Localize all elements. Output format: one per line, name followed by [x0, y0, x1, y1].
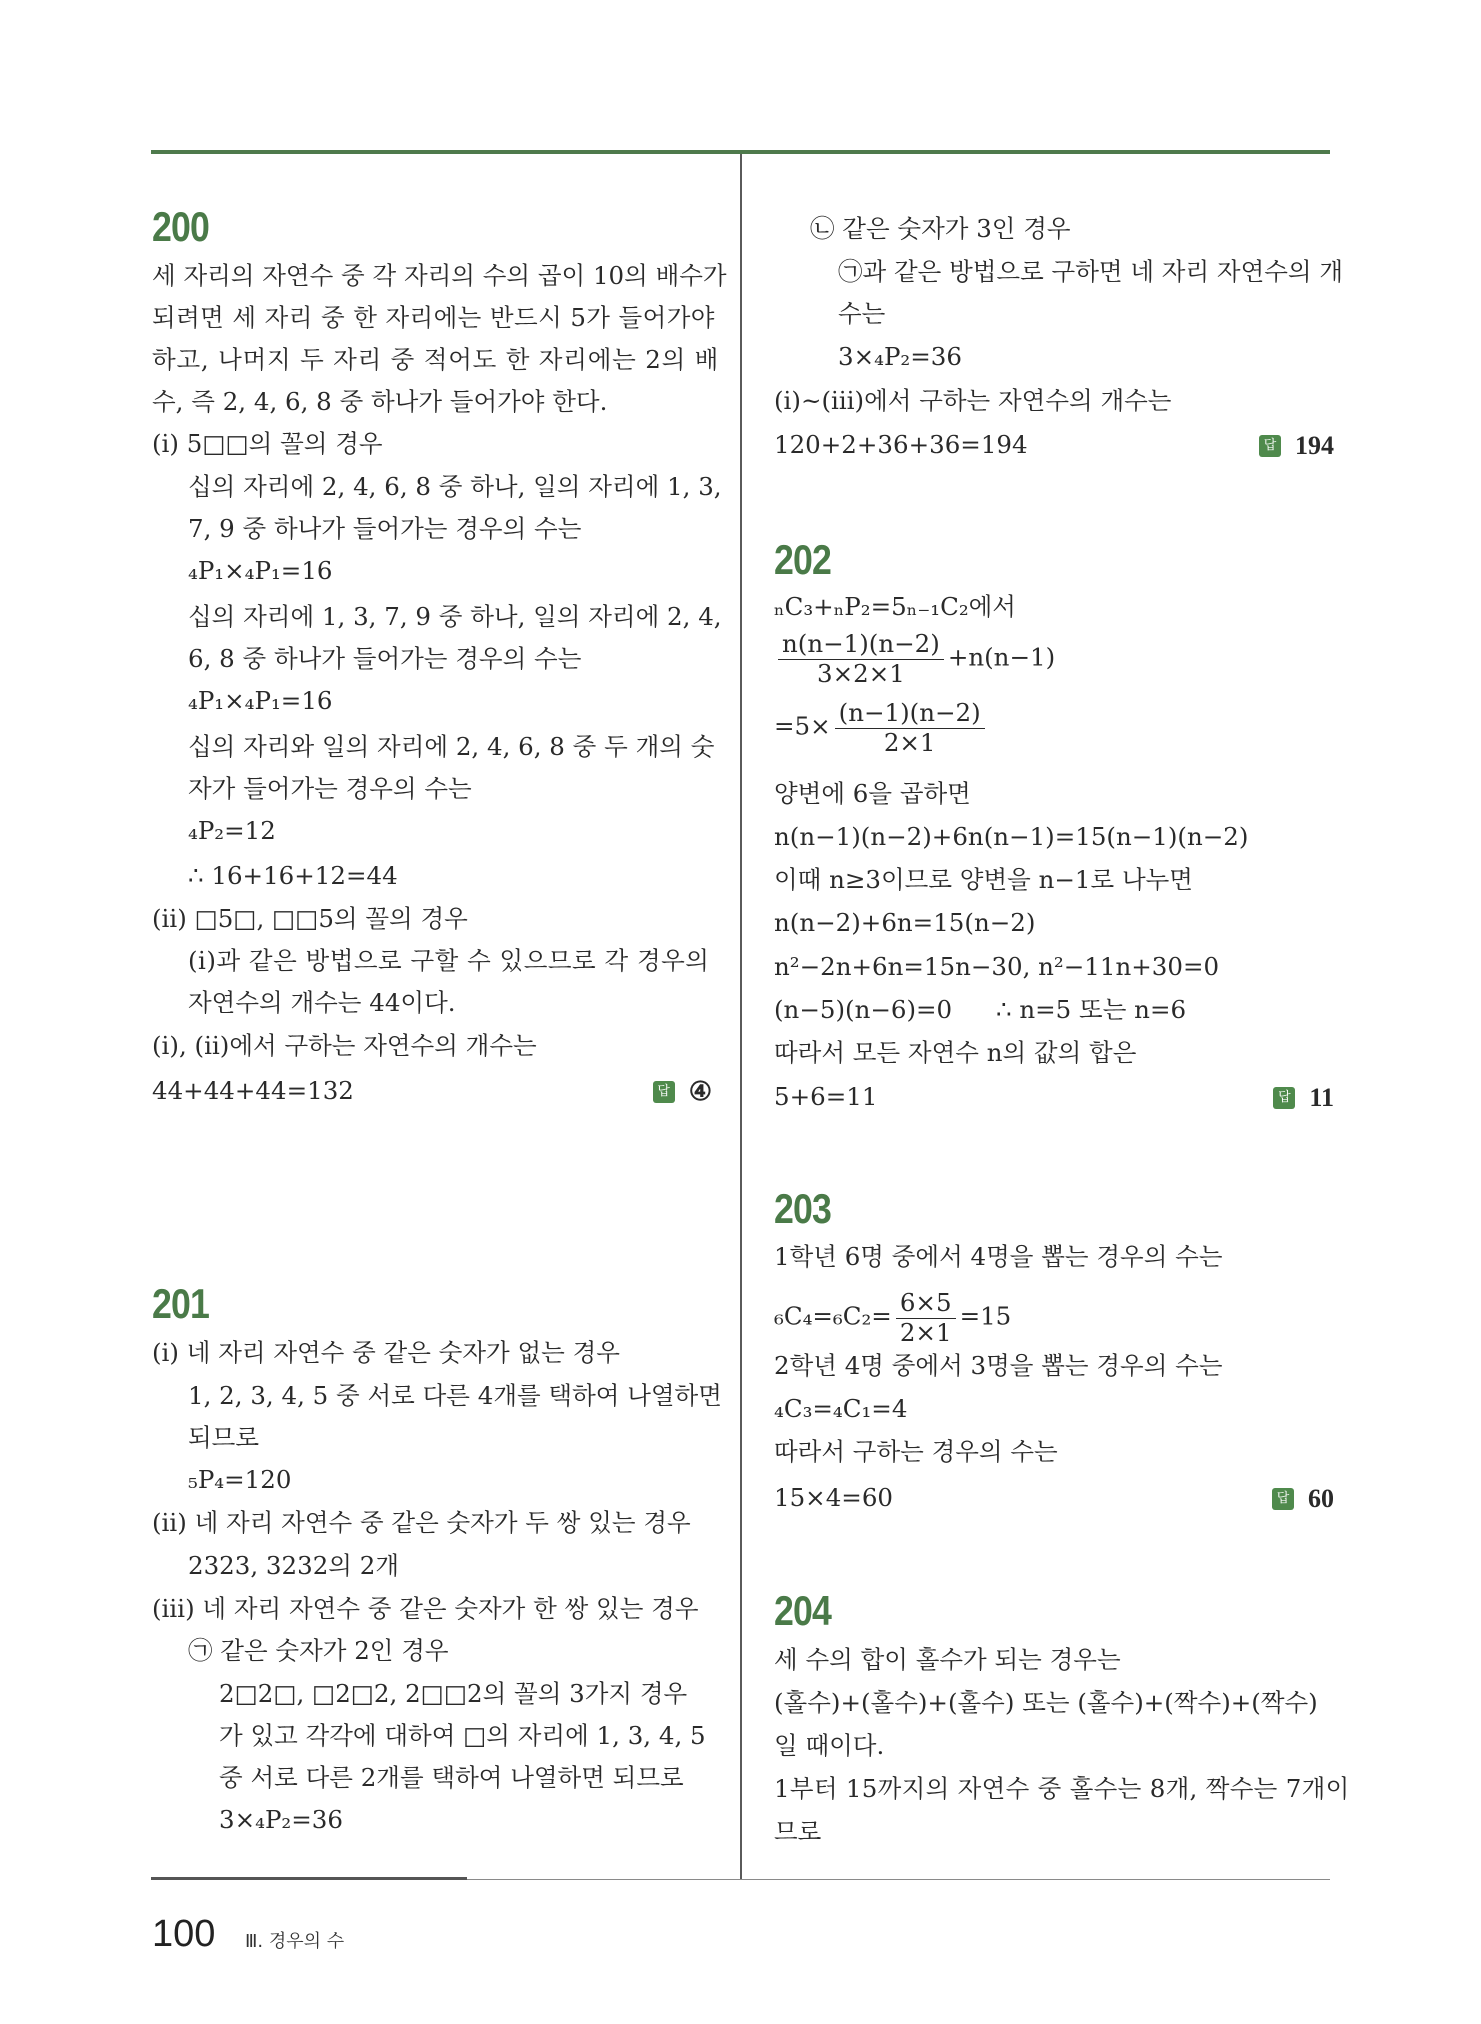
fraction-equation	[774, 1288, 1012, 1347]
equation: ₄P₁×₄P₁=16	[188, 556, 333, 585]
text-line: 양변에 6을 곱하면	[774, 779, 971, 808]
text-line: 수는	[838, 299, 886, 328]
equation: ∴ 16+16+12=44	[188, 861, 398, 890]
fraction	[778, 629, 944, 688]
equation: n²−2n+6n=15n−30, n²−11n+30=0	[774, 952, 1220, 981]
text-line: 1부터 15까지의 자연수 중 홀수는 8개, 짝수는 7개이	[774, 1774, 1350, 1803]
text-line: 므로	[774, 1817, 822, 1846]
fraction-equation	[774, 629, 1056, 688]
answer-badge: 답	[653, 1081, 675, 1103]
equation: ₅P₄=120	[188, 1465, 292, 1494]
equation: ₄C₃=₄C₁=4	[774, 1394, 908, 1423]
text-line: 십의 자리와 일의 자리에 2, 4, 6, 8 중 두 개의 숫	[188, 732, 715, 761]
text-line: 2학년 4명 중에서 3명을 뽑는 경우의 수는	[774, 1351, 1223, 1380]
denominator: 2×1	[883, 727, 936, 757]
numerator: 6×5	[896, 1291, 956, 1319]
answer-value: 60	[1308, 1484, 1334, 1513]
text-line: 일 때이다.	[774, 1731, 885, 1760]
text-line: ₙC₃+ₙP₂=5ₙ₋₁C₂에서	[774, 592, 1016, 621]
answer	[653, 1077, 712, 1107]
equation: (n−5)(n−6)=0	[774, 995, 953, 1024]
answer	[1273, 1083, 1334, 1113]
text-line: 되므로	[188, 1423, 260, 1452]
text-line: 수, 즉 2, 4, 6, 8 중 하나가 들어가야 한다.	[152, 387, 608, 416]
equation: 44+44+44=132	[152, 1076, 354, 1105]
denominator: 2×1	[899, 1317, 952, 1347]
numerator: (n−1)(n−2)	[835, 701, 985, 729]
page-number: 100	[152, 1913, 216, 1955]
problem-number: 203	[774, 1185, 832, 1232]
case-title: (ⅰ) 5□□의 꼴의 경우	[152, 429, 383, 458]
text-line: (ⅰ)과 같은 방법으로 구할 수 있으므로 각 경우의	[188, 946, 710, 975]
answer-badge: 답	[1273, 1087, 1295, 1109]
text-line: 십의 자리에 1, 3, 7, 9 중 하나, 일의 자리에 2, 4,	[188, 602, 722, 631]
text-line: 되려면 세 자리 중 한 자리에는 반드시 5가 들어가야	[152, 303, 715, 332]
case-title: (ⅲ) 네 자리 자연수 중 같은 숫자가 한 쌍 있는 경우	[152, 1594, 699, 1623]
equation: 3×₄P₂=36	[219, 1805, 343, 1834]
case-title: (ⅱ) □5□, □□5의 꼴의 경우	[152, 904, 468, 933]
answer	[1272, 1484, 1334, 1514]
text-line: (홀수)+(홀수)+(홀수) 또는 (홀수)+(짝수)+(짝수)	[774, 1688, 1318, 1717]
text-line: 따라서 모든 자연수 n의 값의 합은	[774, 1038, 1137, 1067]
text-line: 세 수의 합이 홀수가 되는 경우는	[774, 1645, 1121, 1674]
equation: n(n−1)(n−2)+6n(n−1)=15(n−1)(n−2)	[774, 822, 1249, 851]
problem-number: 200	[152, 203, 210, 250]
text-line: 2□2□, □2□2, 2□□2의 꼴의 3가지 경우	[219, 1679, 688, 1708]
sub-case-title: ㉠ 같은 숫자가 2인 경우	[188, 1636, 449, 1665]
text-line: 이때 n≥3이므로 양변을 n−1로 나누면	[774, 865, 1193, 894]
answer-value: 11	[1309, 1083, 1334, 1112]
answer-value: ④	[688, 1077, 712, 1106]
problem-number: 204	[774, 1587, 832, 1634]
equation-part: =15	[959, 1301, 1012, 1331]
answer	[1259, 431, 1334, 461]
answer-badge: 답	[1272, 1488, 1294, 1510]
text-line: 6, 8 중 하나가 들어가는 경우의 수는	[188, 644, 582, 673]
bottom-rule-accent	[151, 1877, 467, 1880]
text-line: 하고, 나머지 두 자리 중 적어도 한 자리에는 2의 배	[152, 345, 720, 374]
text-line: 세 자리의 자연수 중 각 자리의 수의 곱이 10의 배수가	[152, 261, 727, 290]
equation-part: =5×	[774, 711, 831, 741]
text-line: (ⅰ)~(ⅲ)에서 구하는 자연수의 개수는	[774, 386, 1172, 415]
text-line: 2323, 3232의 2개	[188, 1551, 399, 1580]
equation-part: +n(n−1)	[947, 642, 1056, 672]
equation: 3×₄P₂=36	[838, 342, 962, 371]
numerator: n(n−1)(n−2)	[778, 632, 944, 660]
text-line: 따라서 구하는 경우의 수는	[774, 1437, 1058, 1466]
equation-part: ₆C₄=₆C₂=	[774, 1301, 892, 1331]
text-line: 1학년 6명 중에서 4명을 뽑는 경우의 수는	[774, 1242, 1223, 1271]
text-line: 가 있고 각각에 대하여 □의 자리에 1, 3, 4, 5	[219, 1721, 706, 1750]
answer-value: 194	[1295, 431, 1334, 460]
equation: 15×4=60	[774, 1483, 893, 1512]
equation: 120+2+36+36=194	[774, 430, 1028, 459]
text-line: 십의 자리에 2, 4, 6, 8 중 하나, 일의 자리에 1, 3,	[188, 472, 722, 501]
answer-badge: 답	[1259, 435, 1281, 457]
text-line: 1, 2, 3, 4, 5 중 서로 다른 4개를 택하여 나열하면	[188, 1381, 722, 1410]
case-title: (ⅱ) 네 자리 자연수 중 같은 숫자가 두 쌍 있는 경우	[152, 1508, 691, 1537]
column-divider	[740, 154, 742, 1880]
sub-case-title: ㉡ 같은 숫자가 3인 경우	[810, 214, 1071, 243]
equation: n(n−2)+6n=15(n−2)	[774, 908, 1036, 937]
equation: ₄P₂=12	[188, 816, 276, 845]
text-line: 자연수의 개수는 44이다.	[188, 988, 456, 1017]
text-line: 자가 들어가는 경우의 수는	[188, 774, 472, 803]
denominator: 3×2×1	[816, 658, 905, 688]
fraction-equation	[774, 698, 989, 757]
equation: 5+6=11	[774, 1082, 878, 1111]
section-title: Ⅲ. 경우의 수	[245, 1931, 345, 1952]
problem-number: 202	[774, 536, 832, 583]
text-line: 중 서로 다른 2개를 택하여 나열하면 되므로	[219, 1763, 684, 1792]
case-title: (ⅰ) 네 자리 자연수 중 같은 숫자가 없는 경우	[152, 1338, 620, 1367]
fraction	[896, 1288, 956, 1347]
text-line: 7, 9 중 하나가 들어가는 경우의 수는	[188, 514, 582, 543]
fraction	[835, 698, 985, 757]
equation: ₄P₁×₄P₁=16	[188, 686, 333, 715]
text-line: ㉠과 같은 방법으로 구하면 네 자리 자연수의 개	[838, 257, 1344, 286]
problem-number: 201	[152, 1280, 210, 1327]
equation: ∴ n=5 또는 n=6	[996, 995, 1187, 1024]
text-line: (ⅰ), (ⅱ)에서 구하는 자연수의 개수는	[152, 1031, 537, 1060]
